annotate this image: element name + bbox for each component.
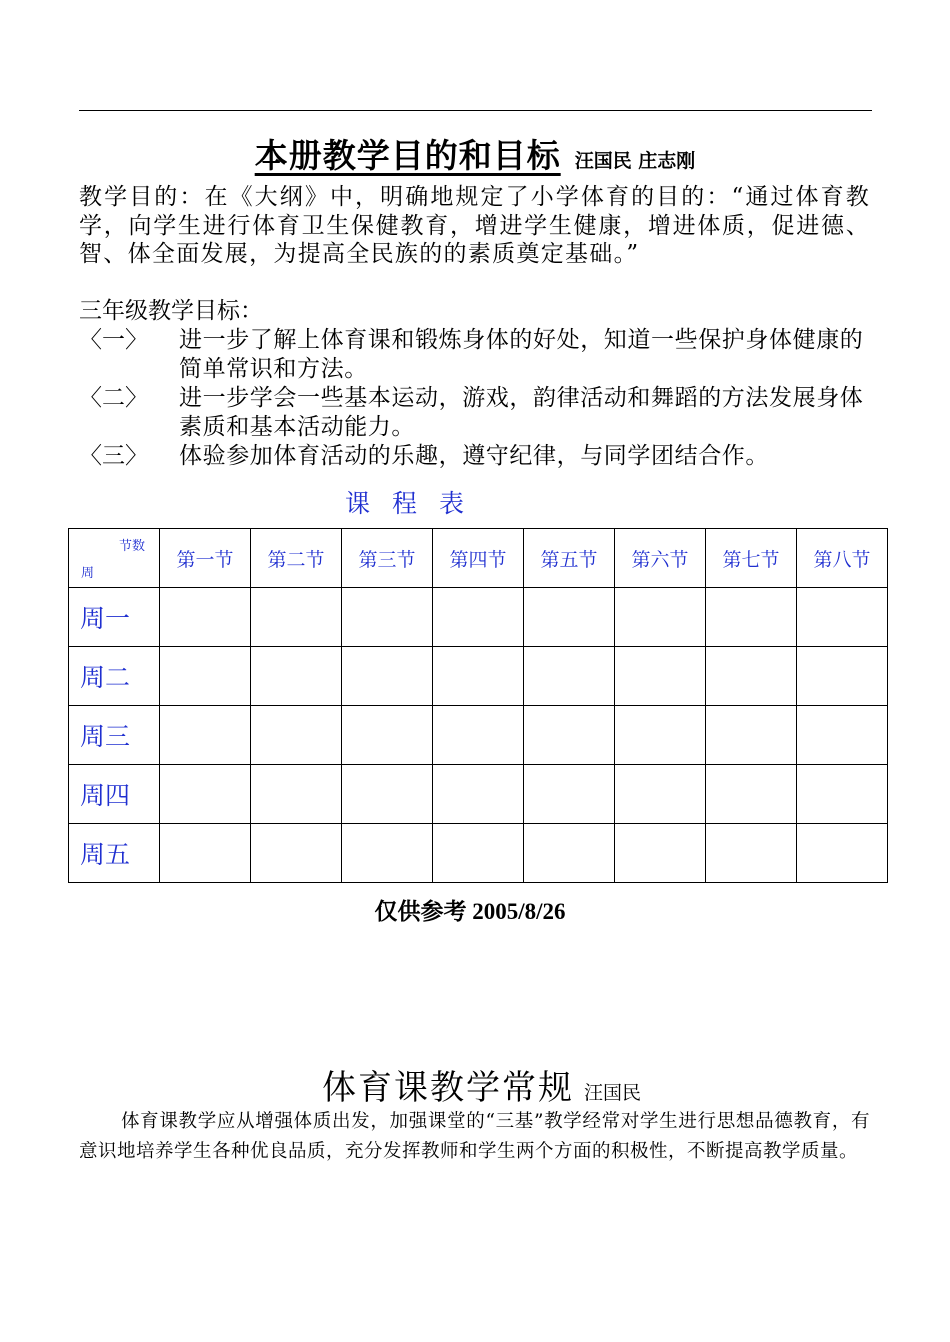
column-header: 第五节 bbox=[524, 529, 615, 588]
page-title: 本册教学目的和目标 bbox=[254, 136, 561, 175]
table-cell bbox=[524, 706, 615, 765]
table-cell bbox=[342, 588, 433, 647]
table-cell bbox=[524, 824, 615, 883]
table-header-row bbox=[69, 529, 888, 588]
corner-label-week: 周 bbox=[81, 566, 95, 581]
table-row bbox=[69, 706, 888, 765]
goal-text: 进一步学会一些基本运动，游戏，韵律活动和舞蹈的方法发展身体素质和基本活动能力。 bbox=[179, 385, 864, 440]
column-header: 第一节 bbox=[160, 529, 251, 588]
table-cell bbox=[342, 706, 433, 765]
table-cell bbox=[797, 824, 888, 883]
table-cell bbox=[797, 765, 888, 824]
table-cell bbox=[160, 765, 251, 824]
row-header: 周三 bbox=[69, 706, 160, 765]
table-cell bbox=[160, 647, 251, 706]
table-cell bbox=[342, 765, 433, 824]
table-cell bbox=[524, 765, 615, 824]
reference-note bbox=[0, 893, 950, 926]
table-cell bbox=[706, 765, 797, 824]
table-cell bbox=[433, 765, 524, 824]
table-cell bbox=[524, 588, 615, 647]
goal-number: 〈三〉 bbox=[79, 443, 148, 469]
corner-label-periods: 节数 bbox=[118, 539, 145, 554]
table-cell bbox=[706, 588, 797, 647]
table-row bbox=[69, 647, 888, 706]
table-cell bbox=[251, 706, 342, 765]
column-header: 第四节 bbox=[433, 529, 524, 588]
table-cell bbox=[433, 824, 524, 883]
page-title-block bbox=[0, 130, 950, 177]
table-row bbox=[69, 824, 888, 883]
column-header: 第七节 bbox=[706, 529, 797, 588]
section2-title: 体育课教学常规 bbox=[322, 1068, 574, 1108]
grade-heading: 三年级教学目标： bbox=[79, 298, 263, 324]
row-header: 周四 bbox=[69, 765, 160, 824]
row-header: 周一 bbox=[69, 588, 160, 647]
goal-number: 〈二〉 bbox=[79, 385, 148, 411]
section2-paragraph: 体育课教学应从增强体质出发，加强课堂的“三基”教学经常对学生进行思想品德教育，有意识地培养学生各种优良品质，充分发挥教师和学生两个方面的积极性，不断提高教学质量。 bbox=[79, 1111, 870, 1162]
title-authors: 汪国民 庄志刚 bbox=[574, 150, 696, 172]
table-cell bbox=[797, 706, 888, 765]
corner-cell bbox=[69, 529, 160, 588]
schedule-table bbox=[68, 528, 888, 883]
section2-title-block bbox=[322, 1060, 641, 1109]
schedule-title: 课程表 bbox=[345, 489, 487, 518]
column-header: 第三节 bbox=[342, 529, 433, 588]
table-cell bbox=[524, 647, 615, 706]
table-cell bbox=[342, 824, 433, 883]
table-cell bbox=[251, 588, 342, 647]
goal-text: 进一步了解上体育课和锻炼身体的好处，知道一些保护身体健康的简单常识和方法。 bbox=[179, 327, 864, 382]
table-cell bbox=[433, 588, 524, 647]
table-cell bbox=[342, 647, 433, 706]
table-cell bbox=[706, 647, 797, 706]
intro-paragraph: 教学目的：在《大纲》中，明确地规定了小学体育的目的：“通过体育教学，向学生进行体育卫生保健教育，增进学生健康，增进体质，促进德、智、体全面发展，为提高全民族的的素质奠定基础。” bbox=[79, 184, 870, 267]
goal-text: 体验参加体育活动的乐趣，遵守纪律，与同学团结合作。 bbox=[179, 443, 769, 469]
column-header: 第二节 bbox=[251, 529, 342, 588]
column-header: 第八节 bbox=[797, 529, 888, 588]
table-cell bbox=[433, 647, 524, 706]
table-cell bbox=[615, 706, 706, 765]
table-cell bbox=[251, 765, 342, 824]
section2-author: 汪国民 bbox=[584, 1082, 642, 1104]
goal-number: 〈一〉 bbox=[79, 327, 148, 353]
column-header: 第六节 bbox=[615, 529, 706, 588]
table-cell bbox=[433, 706, 524, 765]
table-cell bbox=[615, 588, 706, 647]
table-cell bbox=[160, 706, 251, 765]
table-row bbox=[69, 765, 888, 824]
table-cell bbox=[251, 647, 342, 706]
reference-note-text: 仅供参考 2005/8/26 bbox=[374, 899, 566, 924]
table-cell bbox=[615, 824, 706, 883]
table-cell bbox=[797, 647, 888, 706]
table-cell bbox=[706, 706, 797, 765]
table-cell bbox=[706, 824, 797, 883]
table-cell bbox=[615, 765, 706, 824]
table-row bbox=[69, 588, 888, 647]
top-rule bbox=[79, 110, 872, 111]
table-cell bbox=[615, 647, 706, 706]
table-cell bbox=[797, 588, 888, 647]
table-cell bbox=[160, 588, 251, 647]
table-cell bbox=[251, 824, 342, 883]
row-header: 周五 bbox=[69, 824, 160, 883]
table-cell bbox=[160, 824, 251, 883]
row-header: 周二 bbox=[69, 647, 160, 706]
